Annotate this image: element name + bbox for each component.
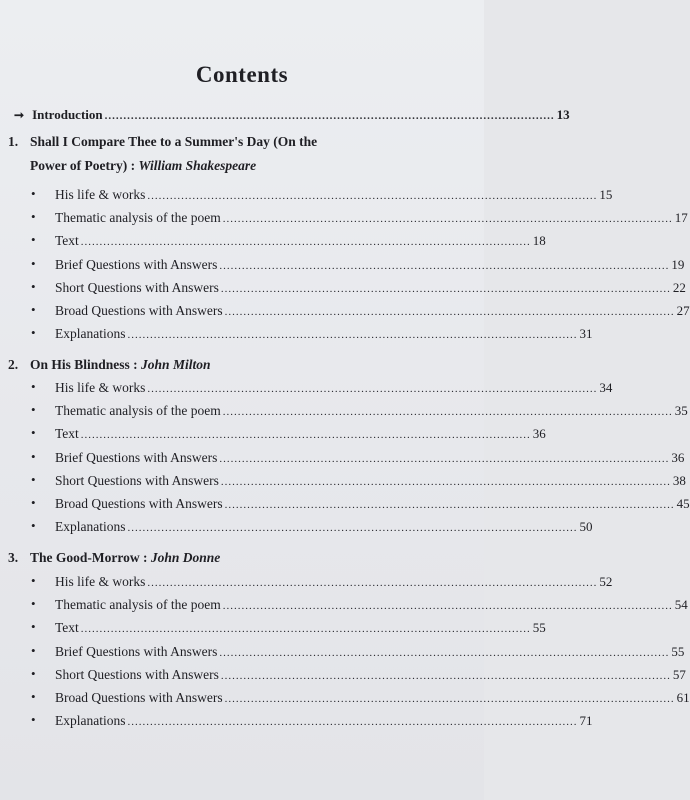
toc-page-number: 36	[671, 449, 685, 465]
toc-page-number: 34	[599, 380, 613, 395]
toc-entry-label: Brief Questions with Answers	[55, 256, 218, 272]
toc-entry-label: Broad Questions with Answers	[55, 690, 223, 705]
toc-page-number: 61	[676, 690, 690, 705]
dot-leader: ........................................................................................................................	[219, 646, 670, 659]
dot-leader: ........................................................................................................................	[220, 475, 671, 488]
toc-entry[interactable]	[55, 688, 690, 708]
toc-entry-label: Thematic analysis of the poem	[55, 597, 221, 613]
toc-page-number: 50	[579, 519, 593, 535]
toc-page-number: 55	[671, 643, 685, 659]
bullet-icon: •	[31, 495, 36, 510]
dot-leader: ........................................................................................................................	[127, 716, 578, 729]
toc-page-number: 57	[672, 666, 686, 682]
bullet-icon: •	[31, 302, 36, 317]
toc-entry[interactable]	[55, 642, 685, 662]
dot-leader: ........................................................................................................................	[222, 600, 673, 613]
bullet-icon: •	[31, 689, 36, 704]
toc-entry-label: Explanations	[55, 713, 126, 729]
bullet-icon: •	[31, 232, 36, 248]
toc-entry-label: Thematic analysis of the poem	[55, 210, 221, 226]
dot-leader: ........................................................................................................................	[127, 522, 578, 535]
dot-leader: ........................................................................................................................	[220, 669, 671, 682]
toc-page-number: 17	[674, 210, 688, 226]
bullet-icon: •	[31, 425, 36, 441]
dot-leader: ........................................................................................................................	[222, 213, 673, 226]
toc-entry-introduction[interactable]	[14, 105, 570, 125]
dot-leader: ........................................................................................................................	[224, 499, 675, 511]
toc-entry-label: Brief Questions with Answers	[55, 449, 218, 465]
bullet-icon: •	[31, 471, 36, 487]
toc-entry[interactable]	[55, 424, 546, 444]
toc-entry-label: Short Questions with Answers	[55, 666, 219, 682]
section-title: The Good-Morrow :	[30, 550, 151, 565]
section-title-line1: Shall I Compare Thee to a Summer's Day (On the	[30, 134, 318, 149]
toc-entry[interactable]	[55, 471, 686, 491]
toc-entry-label: His life & works	[55, 574, 146, 589]
bullet-icon: •	[31, 186, 36, 201]
toc-entry[interactable]	[55, 185, 613, 205]
toc-entry[interactable]	[55, 711, 593, 731]
toc-entry[interactable]	[55, 572, 613, 592]
toc-page-number: 55	[532, 620, 546, 636]
dot-leader: ........................................................................................................................	[219, 452, 670, 465]
dot-leader: ........................................................................................................................	[220, 282, 671, 295]
toc-page-number: 36	[532, 426, 546, 442]
dot-leader: ........................................................................................................................	[224, 306, 675, 318]
toc-entry[interactable]	[55, 255, 685, 275]
toc-entry-label: His life & works	[55, 187, 146, 202]
toc-entry-label: Explanations	[55, 519, 126, 535]
dot-leader: ........................................................................................................................	[80, 623, 531, 636]
section-author: William Shakespeare	[138, 158, 257, 173]
section-heading-3[interactable]	[8, 546, 398, 570]
bullet-icon: •	[31, 255, 36, 271]
toc-entry-label: Short Questions with Answers	[55, 279, 219, 295]
section-heading-2[interactable]	[8, 353, 398, 377]
toc-entry-label: Introduction	[32, 107, 103, 122]
toc-page-number: 13	[556, 107, 570, 122]
page-title: Contents	[195, 62, 289, 87]
toc-entry-label: Text	[55, 233, 79, 249]
toc-entry[interactable]	[55, 301, 690, 321]
bullet-icon: •	[31, 209, 36, 225]
section-number: 2.	[8, 357, 19, 372]
toc-entry[interactable]	[55, 324, 593, 344]
toc-page-number: 27	[676, 303, 690, 318]
section-number: 3.	[8, 550, 19, 565]
bullet-icon: •	[31, 619, 36, 635]
toc-page-number: 18	[532, 233, 546, 249]
dot-leader: ........................................................................................................................	[104, 110, 555, 122]
section-title: On His Blindness :	[30, 357, 142, 372]
toc-entry-label: Text	[55, 620, 79, 636]
toc-entry-label: Brief Questions with Answers	[55, 643, 218, 659]
toc-entry[interactable]	[55, 231, 546, 251]
section-author: John Milton	[141, 357, 211, 372]
toc-entry-label: Broad Questions with Answers	[55, 303, 223, 318]
bullet-icon: •	[31, 665, 36, 681]
section-author: John Donne	[150, 550, 221, 565]
toc-page-number: 45	[676, 496, 690, 511]
section-number: 1.	[8, 134, 19, 149]
bullet-icon: •	[31, 278, 36, 294]
toc-entry[interactable]	[55, 448, 685, 468]
toc-entry[interactable]	[55, 517, 593, 537]
bullet-icon: •	[31, 402, 36, 418]
section-heading-1[interactable]	[8, 130, 398, 178]
toc-page-number: 15	[599, 187, 613, 202]
toc-entry[interactable]	[55, 378, 613, 398]
toc-page-number: 38	[672, 472, 686, 488]
toc-page-number: 71	[579, 713, 593, 729]
bullet-icon: •	[31, 379, 36, 394]
toc-entry-label: Short Questions with Answers	[55, 472, 219, 488]
toc-page-number: 54	[674, 597, 688, 613]
bullet-icon: •	[31, 325, 36, 341]
bullet-icon: •	[31, 448, 36, 464]
toc-page-number: 19	[671, 256, 685, 272]
bullet-icon: •	[31, 642, 36, 658]
dot-leader: ........................................................................................................................	[127, 329, 578, 342]
dot-leader: ........................................................................................................................	[80, 236, 531, 249]
dot-leader: ........................................................................................................................	[219, 259, 670, 272]
toc-page-number: 52	[599, 574, 613, 589]
toc-entry-label: His life & works	[55, 380, 146, 395]
toc-entry[interactable]	[55, 278, 686, 298]
toc-entry[interactable]	[55, 494, 690, 514]
dot-leader: ........................................................................................................................	[147, 383, 598, 395]
dot-leader: ........................................................................................................................	[80, 429, 531, 442]
toc-page-number: 35	[674, 403, 688, 419]
toc-entry[interactable]	[55, 618, 546, 638]
toc-entry[interactable]	[55, 208, 688, 228]
bullet-icon: •	[31, 518, 36, 534]
dot-leader: ........................................................................................................................	[147, 190, 598, 202]
dot-leader: ........................................................................................................................	[147, 577, 598, 589]
arrow-icon: ➞	[14, 108, 25, 122]
bullet-icon: •	[31, 712, 36, 728]
dot-leader: ........................................................................................................................	[222, 406, 673, 419]
toc-entry[interactable]	[55, 401, 688, 421]
toc-entry[interactable]	[55, 665, 686, 685]
toc-entry-label: Broad Questions with Answers	[55, 496, 223, 511]
toc-entry-label: Thematic analysis of the poem	[55, 403, 221, 419]
bullet-icon: •	[31, 573, 36, 588]
toc-entry-label: Text	[55, 426, 79, 442]
bullet-icon: •	[31, 596, 36, 612]
dot-leader: ........................................................................................................................	[224, 693, 675, 705]
toc-page-number: 31	[579, 326, 593, 342]
toc-entry-label: Explanations	[55, 326, 126, 342]
section-title-line2: Power of Poetry) :	[30, 158, 139, 173]
toc-entry[interactable]	[55, 595, 688, 615]
toc-page-number: 22	[672, 279, 686, 295]
